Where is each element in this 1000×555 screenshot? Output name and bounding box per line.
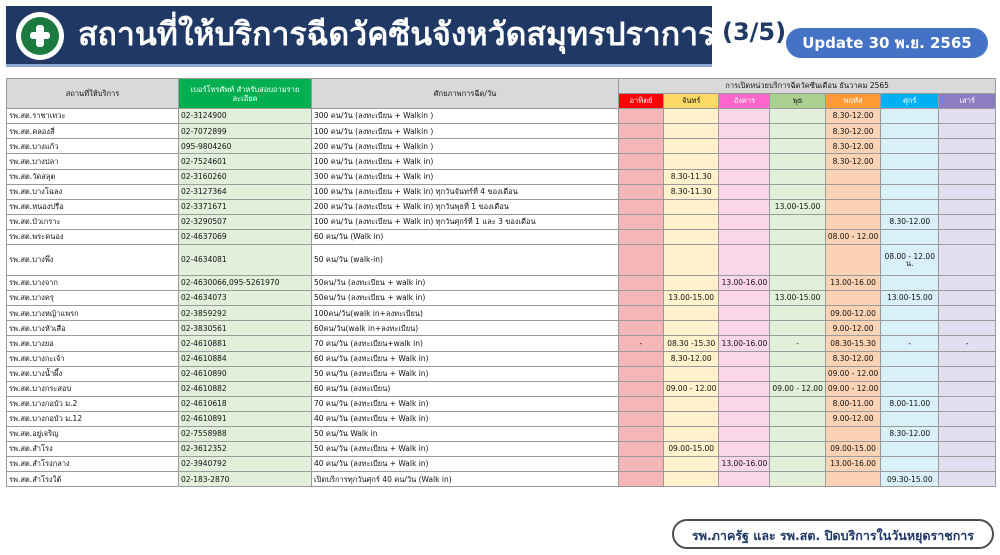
schedule-cell-day-5: [881, 321, 939, 336]
schedule-cell-day-3: [770, 154, 825, 169]
table-row: [7, 336, 996, 351]
table-row: [7, 321, 996, 336]
column-header-place: สถานที่ให้บริการ: [7, 79, 179, 109]
schedule-cell-day-4: 8.30-12.00: [825, 109, 880, 124]
schedule-cell-day-5: [881, 351, 939, 366]
day-header-tuesday: อังคาร: [719, 94, 770, 109]
capacity-cell: 200 คน/วัน (ลงทะเบียน + Walk in) ทุกวันพุธที่ 1 ของเดือน: [312, 199, 619, 214]
schedule-cell-day-1: [664, 457, 719, 472]
table-row: [7, 457, 996, 472]
schedule-cell-day-2: [719, 351, 770, 366]
schedule-cell-day-0: [619, 109, 664, 124]
schedule-cell-day-5: 8.30-12.00: [881, 214, 939, 229]
schedule-cell-day-2: [719, 214, 770, 229]
schedule-cell-day-6: [939, 276, 996, 291]
schedule-cell-day-5: -: [881, 336, 939, 351]
table-row: [7, 109, 996, 124]
schedule-cell-day-3: [770, 276, 825, 291]
schedule-cell-day-4: 13.00-16.00: [825, 276, 880, 291]
schedule-cell-day-2: [719, 124, 770, 139]
schedule-cell-day-0: [619, 442, 664, 457]
page-indicator: (3/5): [722, 18, 787, 46]
schedule-cell-day-4: [825, 291, 880, 306]
schedule-cell-day-2: [719, 139, 770, 154]
schedule-cell-day-6: [939, 351, 996, 366]
schedule-cell-day-3: [770, 351, 825, 366]
phone-cell: 02-4610890: [179, 366, 312, 381]
schedule-cell-day-2: [719, 366, 770, 381]
phone-cell: 02-4637069: [179, 229, 312, 244]
place-cell: รพ.สต.บางครุ: [7, 291, 179, 306]
schedule-cell-day-1: [664, 306, 719, 321]
capacity-cell: 100 คน/วัน (ลงทะเบียน + Walk in) ทุกวันศุกร์ที่ 1 และ 3 ของเดือน: [312, 214, 619, 229]
schedule-cell-day-3: [770, 124, 825, 139]
phone-cell: 02-3612352: [179, 442, 312, 457]
schedule-cell-day-0: [619, 154, 664, 169]
place-cell: รพ.สต.อยู่เจริญ: [7, 426, 179, 441]
day-header-wednesday: พุธ: [770, 94, 825, 109]
schedule-cell-day-3: 13.00-15.00: [770, 291, 825, 306]
phone-cell: 02-3940792: [179, 457, 312, 472]
schedule-cell-day-3: [770, 442, 825, 457]
capacity-cell: 50คน/วัน (ลงทะเบียน + walk in): [312, 276, 619, 291]
table-row: [7, 381, 996, 396]
place-cell: รพ.สต.บางหญ้าแพรก: [7, 306, 179, 321]
phone-cell: 02-4610891: [179, 411, 312, 426]
schedule-cell-day-6: [939, 214, 996, 229]
table-row: [7, 214, 996, 229]
capacity-cell: 60 คน/วัน (ลงทะเบียน + Walk in): [312, 351, 619, 366]
schedule-cell-day-2: [719, 154, 770, 169]
capacity-cell: 100 คน/วัน (ลงทะเบียน + Walk in) ทุกวันจันทร์ที่ 4 ของเดือน: [312, 184, 619, 199]
place-cell: รพ.สต.สำโรง: [7, 442, 179, 457]
schedule-cell-day-3: [770, 229, 825, 244]
place-cell: รพ.สต.บางหัวเสือ: [7, 321, 179, 336]
schedule-cell-day-0: [619, 306, 664, 321]
schedule-cell-day-1: [664, 199, 719, 214]
phone-cell: 02-4610884: [179, 351, 312, 366]
schedule-cell-day-4: [825, 426, 880, 441]
schedule-cell-day-2: [719, 411, 770, 426]
schedule-cell-day-3: [770, 457, 825, 472]
table-row: [7, 139, 996, 154]
schedule-cell-day-5: [881, 457, 939, 472]
phone-cell: 02-4610881: [179, 336, 312, 351]
page-title: สถานที่ให้บริการฉีดวัคซีนจังหวัดสมุทรปราการ: [78, 15, 716, 53]
place-cell: รพ.สต.คลองสี่: [7, 124, 179, 139]
phone-cell: 02-3124900: [179, 109, 312, 124]
day-header-friday: ศุกร์: [881, 94, 939, 109]
table-row: [7, 366, 996, 381]
schedule-cell-day-1: 13.00-15.00: [664, 291, 719, 306]
schedule-cell-day-3: [770, 306, 825, 321]
vaccination-schedule-table: [6, 78, 996, 487]
capacity-cell: 40 คน/วัน (ลงทะเบียน + Walk in): [312, 457, 619, 472]
schedule-cell-day-6: -: [939, 336, 996, 351]
schedule-cell-day-2: [719, 184, 770, 199]
schedule-cell-day-3: [770, 366, 825, 381]
place-cell: รพ.สต.ราชาเทวะ: [7, 109, 179, 124]
phone-cell: 02-3160260: [179, 169, 312, 184]
schedule-cell-day-4: 09.00 - 12.00: [825, 381, 880, 396]
phone-cell: 02-3127364: [179, 184, 312, 199]
schedule-cell-day-2: [719, 109, 770, 124]
schedule-cell-day-4: 8.30-12.00: [825, 351, 880, 366]
schedule-cell-day-0: [619, 139, 664, 154]
schedule-cell-day-4: [825, 184, 880, 199]
phone-cell: 02-3830561: [179, 321, 312, 336]
schedule-cell-day-3: [770, 321, 825, 336]
day-header-thursday: พฤหัส: [825, 94, 880, 109]
phone-cell: 02-4610882: [179, 381, 312, 396]
schedule-cell-day-3: [770, 411, 825, 426]
capacity-cell: 300 คน/วัน (ลงทะเบียน + Walk in): [312, 169, 619, 184]
schedule-cell-day-6: [939, 139, 996, 154]
schedule-cell-day-4: 13.00-16.00: [825, 457, 880, 472]
schedule-cell-day-1: [664, 109, 719, 124]
place-cell: รพ.สต.บัวเกราะ: [7, 214, 179, 229]
table-row: [7, 276, 996, 291]
place-cell: รพ.สต.วัดสลุต: [7, 169, 179, 184]
schedule-cell-day-3: [770, 245, 825, 276]
place-cell: รพ.สต.บางปลา: [7, 154, 179, 169]
table-row: [7, 306, 996, 321]
schedule-cell-day-1: [664, 426, 719, 441]
schedule-cell-day-2: [719, 245, 770, 276]
schedule-cell-day-5: 08.00 - 12.00 น.: [881, 245, 939, 276]
schedule-cell-day-4: [825, 245, 880, 276]
schedule-cell-day-2: [719, 306, 770, 321]
capacity-cell: 100 คน/วัน (ลงทะเบียน + Walkin ): [312, 124, 619, 139]
schedule-cell-day-1: [664, 411, 719, 426]
table-row: [7, 124, 996, 139]
table-row: [7, 411, 996, 426]
schedule-cell-day-1: [664, 245, 719, 276]
moph-logo-icon: [16, 12, 64, 60]
schedule-cell-day-1: 8.30-11.30: [664, 184, 719, 199]
schedule-cell-day-4: 08.00 - 12.00: [825, 229, 880, 244]
schedule-cell-day-4: [825, 169, 880, 184]
schedule-cell-day-6: [939, 321, 996, 336]
schedule-cell-day-0: [619, 124, 664, 139]
day-header-saturday: เสาร์: [939, 94, 996, 109]
table-row: [7, 396, 996, 411]
phone-cell: 02-4634081: [179, 245, 312, 276]
place-cell: รพ.สต.บางกระสอบ: [7, 381, 179, 396]
schedule-cell-day-3: [770, 184, 825, 199]
schedule-cell-day-3: [770, 472, 825, 487]
table-row: [7, 351, 996, 366]
schedule-cell-day-0: [619, 291, 664, 306]
schedule-cell-day-4: [825, 472, 880, 487]
schedule-cell-day-5: 09.30-15.00: [881, 472, 939, 487]
capacity-cell: 50คน/วัน (ลงทะเบียน + walk in): [312, 291, 619, 306]
place-cell: รพ.สต.บางกะเจ้า: [7, 351, 179, 366]
phone-cell: 02-7558988: [179, 426, 312, 441]
schedule-cell-day-3: [770, 426, 825, 441]
table-row: [7, 426, 996, 441]
schedule-cell-day-4: 9.00-12.00: [825, 411, 880, 426]
schedule-cell-day-3: -: [770, 336, 825, 351]
schedule-cell-day-4: [825, 214, 880, 229]
schedule-cell-day-2: 13.00-16.00: [719, 336, 770, 351]
schedule-cell-day-6: [939, 169, 996, 184]
schedule-cell-day-6: [939, 381, 996, 396]
schedule-cell-day-5: 8.30-12.00: [881, 426, 939, 441]
schedule-cell-day-0: [619, 214, 664, 229]
schedule-cell-day-1: [664, 276, 719, 291]
place-cell: รพ.สต.บางน้ำผึ้ง: [7, 366, 179, 381]
schedule-cell-day-4: 9.00-12.00: [825, 321, 880, 336]
schedule-cell-day-1: [664, 139, 719, 154]
schedule-cell-day-6: [939, 245, 996, 276]
schedule-cell-day-0: [619, 245, 664, 276]
phone-cell: 02-183-2870: [179, 472, 312, 487]
schedule-cell-day-5: [881, 442, 939, 457]
capacity-cell: 70 คน/วัน (ลงทะเบียน + Walk in): [312, 396, 619, 411]
capacity-cell: 100คน/วัน(walk in+ลงทะเบียน): [312, 306, 619, 321]
schedule-cell-day-5: 8.00-11.00: [881, 396, 939, 411]
header-banner: [6, 6, 716, 67]
schedule-cell-day-6: [939, 472, 996, 487]
place-cell: รพ.สต.บางกอบัว ม.2: [7, 396, 179, 411]
update-badge: Update 30 พ.ย. 2565: [786, 28, 988, 58]
phone-cell: 02-4634073: [179, 291, 312, 306]
schedule-cell-day-5: [881, 199, 939, 214]
schedule-cell-day-0: [619, 457, 664, 472]
schedule-cell-day-0: [619, 229, 664, 244]
schedule-cell-day-6: [939, 396, 996, 411]
schedule-cell-day-5: [881, 184, 939, 199]
schedule-cell-day-0: [619, 184, 664, 199]
capacity-cell: 50 คน/วัน Walk in: [312, 426, 619, 441]
schedule-cell-day-5: [881, 306, 939, 321]
schedule-cell-day-1: [664, 154, 719, 169]
capacity-cell: เปิดบริการทุกวันศุกร์ 40 คน/วัน (Walk in): [312, 472, 619, 487]
capacity-cell: 50 คน/วัน (walk-in): [312, 245, 619, 276]
schedule-cell-day-1: [664, 366, 719, 381]
schedule-cell-day-6: [939, 184, 996, 199]
schedule-cell-day-5: [881, 381, 939, 396]
capacity-cell: 60คน/วัน(walk in+ลงทะเบียน): [312, 321, 619, 336]
schedule-cell-day-3: [770, 139, 825, 154]
schedule-cell-day-4: 09.00 - 12.00: [825, 366, 880, 381]
schedule-cell-day-6: [939, 366, 996, 381]
schedule-cell-day-4: 8.30-12.00: [825, 154, 880, 169]
column-header-phone: เบอร์โทรศัพท์ สำหรับสอบถามรายละเอียด: [179, 79, 312, 109]
schedule-cell-day-1: [664, 214, 719, 229]
schedule-cell-day-1: [664, 124, 719, 139]
schedule-cell-day-2: [719, 442, 770, 457]
place-cell: รพ.สต.พระคนอง: [7, 229, 179, 244]
schedule-cell-day-4: 09.00-12.00: [825, 306, 880, 321]
schedule-cell-day-5: [881, 229, 939, 244]
table-row: [7, 245, 996, 276]
place-cell: รพ.สต.สำโรงใต้: [7, 472, 179, 487]
schedule-cell-day-6: [939, 457, 996, 472]
capacity-cell: 50 คน/วัน (ลงทะเบียน + Walk in): [312, 442, 619, 457]
schedule-header: การเปิดหน่วยบริการฉีดวัคซีนเดือน ธันวาคม 2565: [619, 79, 996, 94]
table-row: [7, 472, 996, 487]
schedule-cell-day-2: [719, 291, 770, 306]
schedule-cell-day-4: 8.00-11.00: [825, 396, 880, 411]
place-cell: รพ.สต.บางจาก: [7, 276, 179, 291]
schedule-cell-day-2: [719, 199, 770, 214]
schedule-cell-day-5: [881, 411, 939, 426]
schedule-cell-day-4: 09.00-15.00: [825, 442, 880, 457]
schedule-cell-day-1: [664, 229, 719, 244]
phone-cell: 02-3290507: [179, 214, 312, 229]
schedule-cell-day-6: [939, 124, 996, 139]
schedule-cell-day-3: 13.00-15.00: [770, 199, 825, 214]
schedule-cell-day-6: [939, 426, 996, 441]
phone-cell: 02-3371671: [179, 199, 312, 214]
phone-cell: 095-9804260: [179, 139, 312, 154]
schedule-cell-day-0: [619, 199, 664, 214]
phone-cell: 02-7072899: [179, 124, 312, 139]
column-header-capacity: ศักยภาพการฉีด/วัน: [312, 79, 619, 109]
schedule-cell-day-6: [939, 306, 996, 321]
schedule-cell-day-0: [619, 276, 664, 291]
schedule-cell-day-6: [939, 229, 996, 244]
table-row: [7, 229, 996, 244]
schedule-cell-day-1: [664, 472, 719, 487]
schedule-cell-day-6: [939, 291, 996, 306]
schedule-cell-day-6: [939, 154, 996, 169]
schedule-cell-day-1: 09.00-15.00: [664, 442, 719, 457]
schedule-cell-day-1: 8.30-12.00: [664, 351, 719, 366]
schedule-cell-day-0: [619, 321, 664, 336]
table-body: [7, 109, 996, 487]
schedule-cell-day-4: [825, 199, 880, 214]
schedule-cell-day-6: [939, 442, 996, 457]
schedule-cell-day-2: [719, 381, 770, 396]
schedule-cell-day-1: 09.00 - 12.00: [664, 381, 719, 396]
schedule-cell-day-2: [719, 321, 770, 336]
closure-notice: รพ.ภาครัฐ และ รพ.สต. ปิดบริการในวันหยุดราชการ: [672, 519, 994, 549]
schedule-cell-day-2: 13.00-16.00: [719, 457, 770, 472]
place-cell: รพ.สต.หนองปรือ: [7, 199, 179, 214]
capacity-cell: 50 คน/วัน (ลงทะเบียน + Walk in): [312, 366, 619, 381]
capacity-cell: 40 คน/วัน (ลงทะเบียน + Walk in): [312, 411, 619, 426]
schedule-cell-day-3: [770, 214, 825, 229]
schedule-cell-day-5: 13.00-15.00: [881, 291, 939, 306]
phone-cell: 02-4610618: [179, 396, 312, 411]
schedule-cell-day-2: [719, 472, 770, 487]
place-cell: รพ.สต.บางโฉลง: [7, 184, 179, 199]
schedule-cell-day-4: 08.30-15.30: [825, 336, 880, 351]
schedule-cell-day-3: [770, 396, 825, 411]
table-row: [7, 291, 996, 306]
place-cell: รพ.สต.บางกอบัว ม.12: [7, 411, 179, 426]
schedule-cell-day-0: [619, 351, 664, 366]
schedule-cell-day-2: [719, 229, 770, 244]
table-row: [7, 442, 996, 457]
schedule-cell-day-4: 8.30-12.00: [825, 139, 880, 154]
day-header-monday: จันทร์: [664, 94, 719, 109]
schedule-cell-day-0: [619, 169, 664, 184]
schedule-cell-day-1: [664, 396, 719, 411]
schedule-cell-day-6: [939, 199, 996, 214]
phone-cell: 02-4630066,095-5261970: [179, 276, 312, 291]
schedule-cell-day-2: [719, 426, 770, 441]
schedule-cell-day-6: [939, 109, 996, 124]
schedule-cell-day-5: [881, 139, 939, 154]
schedule-cell-day-5: [881, 276, 939, 291]
table-row: [7, 154, 996, 169]
schedule-cell-day-3: [770, 169, 825, 184]
schedule-cell-day-5: [881, 154, 939, 169]
capacity-cell: 60 คน/วัน (ลงทะเบียน): [312, 381, 619, 396]
schedule-cell-day-1: 8.30-11.30: [664, 169, 719, 184]
schedule-cell-day-2: 13.00-16.00: [719, 276, 770, 291]
schedule-cell-day-6: [939, 411, 996, 426]
schedule-cell-day-2: [719, 396, 770, 411]
schedule-cell-day-0: -: [619, 336, 664, 351]
day-header-sunday: อาทิตย์: [619, 94, 664, 109]
schedule-cell-day-0: [619, 426, 664, 441]
schedule-cell-day-5: [881, 169, 939, 184]
place-cell: รพ.สต.บางยอ: [7, 336, 179, 351]
schedule-cell-day-2: [719, 169, 770, 184]
place-cell: รพ.สต.บางแก้ว: [7, 139, 179, 154]
schedule-cell-day-0: [619, 411, 664, 426]
schedule-cell-day-1: [664, 321, 719, 336]
schedule-cell-day-3: 09.00 - 12.00: [770, 381, 825, 396]
table-row: [7, 199, 996, 214]
place-cell: รพ.สต.สำโรงกลาง: [7, 457, 179, 472]
schedule-cell-day-0: [619, 366, 664, 381]
capacity-cell: 300 คน/วัน (ลงทะเบียน + Walkin ): [312, 109, 619, 124]
table-row: [7, 169, 996, 184]
schedule-cell-day-4: 8.30-12.00: [825, 124, 880, 139]
schedule-cell-day-0: [619, 396, 664, 411]
schedule-cell-day-5: [881, 366, 939, 381]
phone-cell: 02-7524601: [179, 154, 312, 169]
schedule-cell-day-0: [619, 381, 664, 396]
capacity-cell: 70 คน/วัน (ลงทะเบียน+walk in): [312, 336, 619, 351]
schedule-cell-day-0: [619, 472, 664, 487]
schedule-cell-day-5: [881, 109, 939, 124]
capacity-cell: 200 คน/วัน (ลงทะเบียน + Walkin ): [312, 139, 619, 154]
place-cell: รพ.สต.บางพึ่ง: [7, 245, 179, 276]
schedule-cell-day-3: [770, 109, 825, 124]
capacity-cell: 100 คน/วัน (ลงทะเบียน + Walk in): [312, 154, 619, 169]
schedule-cell-day-5: [881, 124, 939, 139]
schedule-cell-day-1: 08.30 -15.30: [664, 336, 719, 351]
table-row: [7, 184, 996, 199]
phone-cell: 02-3859292: [179, 306, 312, 321]
capacity-cell: 60 คน/วัน (Walk in): [312, 229, 619, 244]
